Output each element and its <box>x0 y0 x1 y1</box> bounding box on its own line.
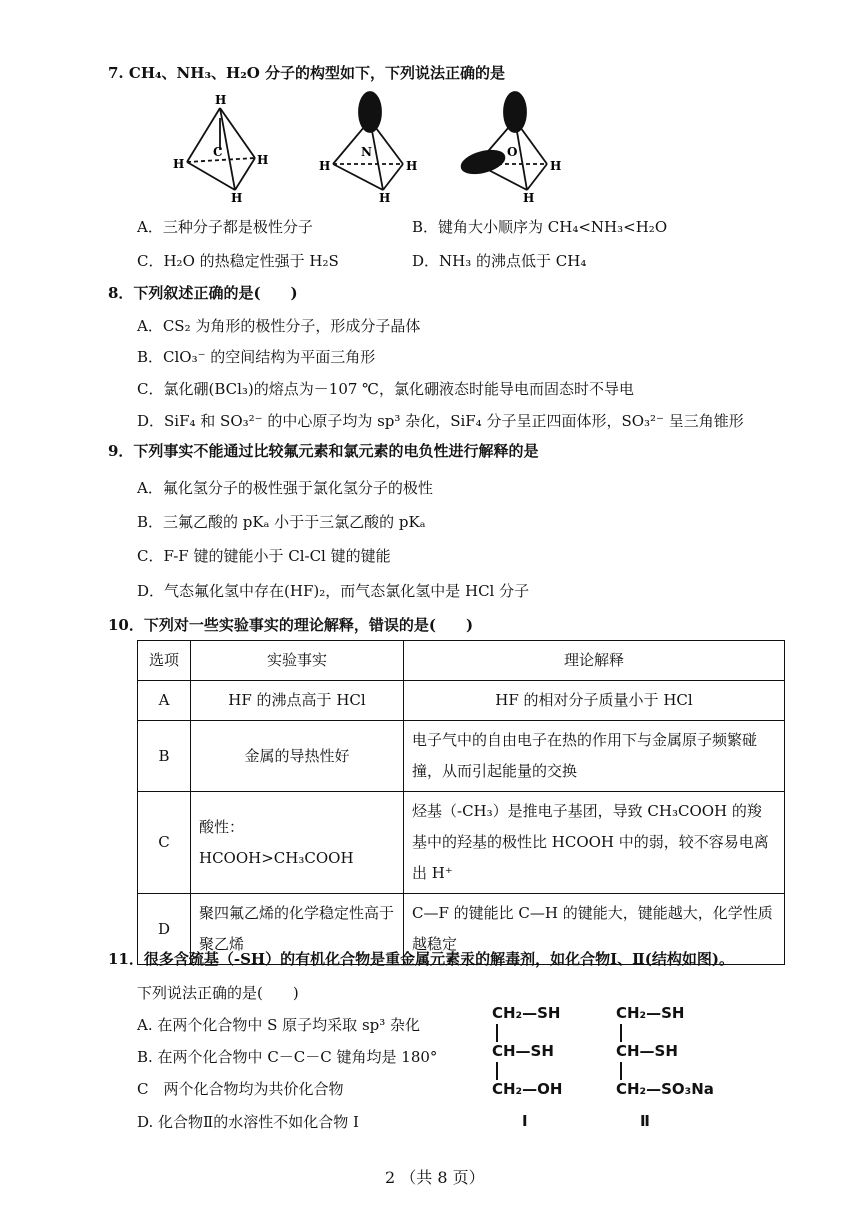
table-row <box>138 792 785 894</box>
molecule-structures <box>165 90 585 205</box>
table-row <box>138 721 785 792</box>
q7-stem: 7. CH₄、NH₃、H₂O 分子的构型如下，下列说法正确的是 <box>108 64 506 82</box>
bond-line <box>496 1062 498 1080</box>
h2o-h-bottom: H <box>523 191 535 205</box>
q10-stem: 10．下列对一些实验事实的理论解释，错误的是( ) <box>108 616 474 634</box>
q9-option-c: C．F-F 键的键能小于 Cl-Cl 键的键能 <box>137 547 391 565</box>
row-explanation: HF 的相对分子质量小于 HCl <box>404 681 785 721</box>
table-row <box>138 681 785 721</box>
compound-1-row3: CH₂—OH <box>492 1080 563 1098</box>
table-header-row <box>138 641 785 681</box>
q9-option-d: D．气态氟化氢中存在(HF)₂，而气态氯化氢中是 HCl 分子 <box>137 582 530 600</box>
nh3-h-bottom: H <box>379 191 391 205</box>
ch4-h-left: H <box>173 157 185 171</box>
q11-sub: 下列说法正确的是( ) <box>137 984 299 1002</box>
q8-option-a: A．CS₂ 为角形的极性分子，形成分子晶体 <box>137 317 421 335</box>
nh3-structure <box>333 92 403 190</box>
header-explanation: 理论解释 <box>404 641 785 681</box>
bond-line <box>620 1062 622 1080</box>
q7-option-a: A．三种分子都是极性分子 <box>137 218 313 236</box>
ch4-h-right: H <box>257 153 269 167</box>
q11-stem: 11．很多含巯基（-SH）的有机化合物是重金属元素汞的解毒剂，如化合物Ⅰ、Ⅱ(结构如图)。 <box>108 950 734 968</box>
q7-option-d: D．NH₃ 的沸点低于 CH₄ <box>412 252 587 270</box>
compound-2-row2: CH—SH <box>616 1042 678 1060</box>
q7-option-b: B．键角大小顺序为 CH₄<NH₃<H₂O <box>412 218 668 236</box>
nh3-h-left: H <box>319 159 331 173</box>
nh3-h-right: H <box>406 159 418 173</box>
compound-2-row3: CH₂—SO₃Na <box>616 1080 714 1098</box>
h2o-o: O <box>507 145 518 159</box>
row-fact: 聚四氟乙烯的化学稳定性高于聚乙烯 <box>191 894 404 965</box>
ch4-h-top: H <box>215 93 227 107</box>
row-option: C <box>138 792 191 894</box>
compound-1-row1: CH₂—SH <box>492 1004 561 1022</box>
bond-line <box>496 1024 498 1042</box>
q11-option-a: A. 在两个化合物中 S 原子均采取 sp³ 杂化 <box>137 1016 421 1034</box>
q8-stem: 8．下列叙述正确的是( ) <box>108 284 298 302</box>
q10-table <box>137 640 785 965</box>
q11-option-d: D. 化合物Ⅱ的水溶性不如化合物 Ⅰ <box>137 1113 359 1131</box>
row-option: A <box>138 681 191 721</box>
h2o-structure <box>459 92 547 190</box>
row-option: D <box>138 894 191 965</box>
q9-option-b: B．三氟乙酸的 pKₐ 小于于三氯乙酸的 pKₐ <box>137 513 426 531</box>
header-fact: 实验事实 <box>191 641 404 681</box>
page-number: 2 （共 8 页） <box>385 1168 485 1187</box>
header-option: 选项 <box>138 641 191 681</box>
q8-option-b: B．ClO₃⁻ 的空间结构为平面三角形 <box>137 348 376 366</box>
compound-2-label: Ⅱ <box>640 1112 650 1130</box>
ch4-c: C <box>213 145 223 159</box>
q8-option-d: D．SiF₄ 和 SO₃²⁻ 的中心原子均为 sp³ 杂化，SiF₄ 分子呈正四面体形，SO₃²⁻ 呈三角锥形 <box>137 412 744 430</box>
ch4-h-bottom: H <box>231 191 243 205</box>
row-option: B <box>138 721 191 792</box>
row-fact: 金属的导热性好 <box>191 721 404 792</box>
row-explanation: 电子气中的自由电子在热的作用下与金属原子频繁碰撞，从而引起能量的交换 <box>404 721 785 792</box>
compound-2-row1: CH₂—SH <box>616 1004 685 1022</box>
q11-option-c: C 两个化合物均为共价化合物 <box>137 1080 344 1098</box>
bond-line <box>620 1024 622 1042</box>
q11-option-b: B. 在两个化合物中 C－C－C 键角均是 180° <box>137 1048 438 1066</box>
row-fact: HF 的沸点高于 HCl <box>191 681 404 721</box>
q8-option-c: C．氯化硼(BCl₃)的熔点为－107 ℃，氯化硼液态时能导电而固态时不导电 <box>137 380 634 398</box>
h2o-h-right: H <box>550 159 562 173</box>
row-fact: 酸性：HCOOH>CH₃COOH <box>191 792 404 894</box>
compound-1-label: Ⅰ <box>522 1112 528 1130</box>
q9-stem: 9．下列事实不能通过比较氟元素和氯元素的电负性进行解释的是 <box>108 442 539 460</box>
compound-1-row2: CH—SH <box>492 1042 554 1060</box>
row-explanation: C—F 的键能比 C—H 的键能大，键能越大，化学性质越稳定 <box>404 894 785 965</box>
nh3-n: N <box>361 145 372 159</box>
q9-option-a: A．氟化氢分子的极性强于氯化氢分子的极性 <box>137 479 433 497</box>
q7-option-c: C．H₂O 的热稳定性强于 H₂S <box>137 252 339 270</box>
row-explanation: 烃基（-CH₃）是推电子基团，导致 CH₃COOH 的羧基中的羟基的极性比 HCOOH 中的弱，较不容易电离出 H⁺ <box>404 792 785 894</box>
